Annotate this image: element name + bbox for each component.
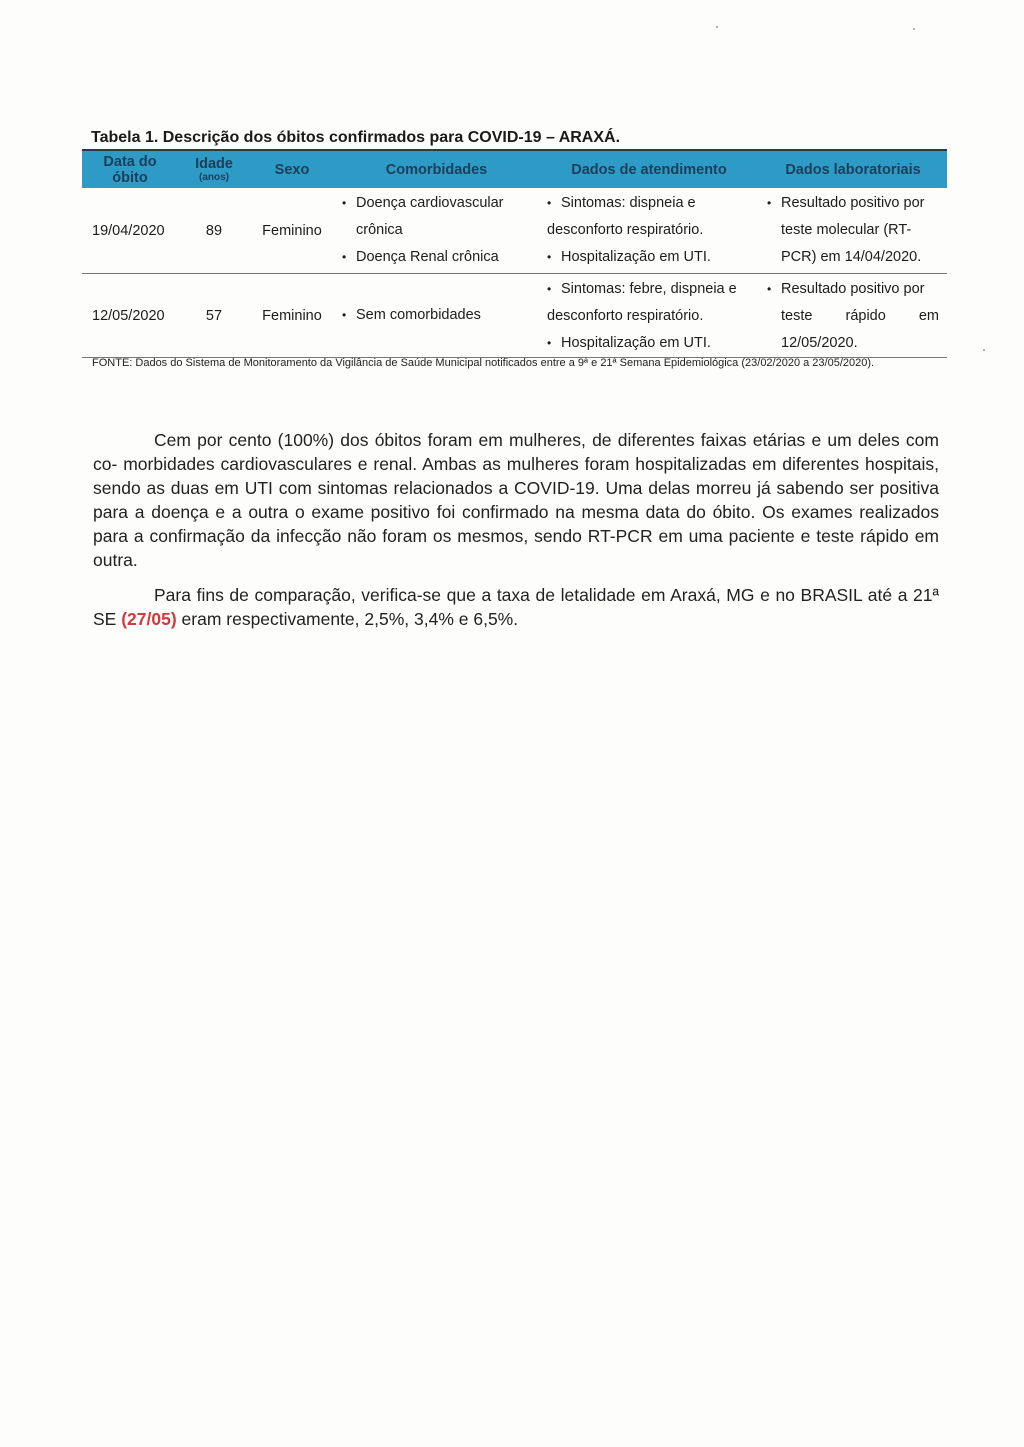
lab-item-cont xyxy=(767,303,947,330)
cell-comorbidities xyxy=(334,274,539,357)
table-source: FONTE: Dados do Sistema de Monitoramento da Vigilância de Saúde Municipal notificados entre a 9ª e 21ª Semana Epidemiológica (23/02/2020 a 23/05/2020). xyxy=(92,357,875,369)
cell-comorbidities xyxy=(334,188,539,273)
header-comorbidities: Comorbidades xyxy=(385,161,488,178)
care-item: • Sintomas: dispneia e xyxy=(547,190,759,217)
header-care: Dados de atendimento xyxy=(571,161,727,178)
comorbidity-item: • Sem comorbidades xyxy=(342,302,539,329)
paragraph-1: Cem por cento (100%) dos óbitos foram em mulheres, de diferentes faixas etárias e um deles com co- morbidades cardiovasculares e renal. Ambas as mulheres foram hospitalizadas em diferentes hospitais, sendo as duas em UTI com sintomas relacionados a COVID-19. Uma delas morreu já sabendo ser positiva para a doença e a outra o exame positivo foi confirmado na mesma data do óbito. Os exames realizados para a confirmação da infecção não foram os mesmos, sendo RT-PCR em uma paciente e teste rápido em outra. xyxy=(93,430,939,570)
lab-item-cont: 12/05/2020. xyxy=(781,335,858,351)
cell-care xyxy=(539,274,759,357)
table-title: Tabela 1. Descrição dos óbitos confirmados para COVID-19 – ARAXÁ. xyxy=(91,129,621,146)
care-item-cont: desconforto respiratório. xyxy=(547,222,704,238)
table-row xyxy=(82,274,947,358)
care-item: • Hospitalização em UTI. xyxy=(547,244,759,271)
paragraph-2-text-end: eram respectivamente, 2,5%, 3,4% e 6,5%. xyxy=(176,609,519,629)
comorbidity-item: • Doença Renal crônica xyxy=(342,244,539,271)
lab-word: rápido xyxy=(845,308,886,324)
lab-item-cont: teste molecular (RT- xyxy=(781,222,912,238)
header-date-line2: óbito xyxy=(112,169,148,186)
paragraph-2-text: Para fins de comparação, verifica-se que a taxa de letalidade em Araxá, MG e no BRASIL até a 21ª SE xyxy=(93,585,939,629)
comorbidity-item-cont: crônica xyxy=(356,222,403,238)
care-item: • Sintomas: febre, dispneia e xyxy=(547,276,759,303)
cell-sex: Feminino xyxy=(262,307,322,324)
scan-speck xyxy=(716,26,718,28)
cell-age: 57 xyxy=(205,307,223,324)
cell-lab xyxy=(759,188,947,273)
cell-lab xyxy=(759,274,947,357)
lab-item: • Resultado positivo por xyxy=(767,190,947,217)
scan-speck xyxy=(983,349,985,351)
highlighted-date: (27/05) xyxy=(121,609,177,629)
paragraph-2 xyxy=(93,583,939,631)
header-age-line2: (anos) xyxy=(199,172,229,183)
lab-item: • Resultado positivo por xyxy=(767,276,947,303)
comorbidity-item: • Doença cardiovascular xyxy=(342,190,539,217)
care-item-cont: desconforto respiratório. xyxy=(547,308,704,324)
care-item: • Hospitalização em UTI. xyxy=(547,330,759,357)
cell-care xyxy=(539,188,759,273)
cell-sex: Feminino xyxy=(262,222,322,239)
header-lab: Dados laboratoriais xyxy=(785,161,921,178)
header-sex: Sexo xyxy=(274,161,310,178)
cell-age: 89 xyxy=(205,222,223,239)
lab-word: teste xyxy=(781,308,813,324)
header-date-line1: Data do xyxy=(103,153,157,170)
table-row xyxy=(82,188,947,274)
cell-date: 19/04/2020 xyxy=(92,222,165,239)
header-date xyxy=(82,151,178,188)
scan-speck xyxy=(913,28,915,30)
lab-item-cont: PCR) em 14/04/2020. xyxy=(781,249,922,265)
table-header xyxy=(82,149,947,188)
deaths-table xyxy=(82,149,947,358)
cell-date: 12/05/2020 xyxy=(92,307,165,324)
lab-word: em xyxy=(918,308,939,324)
header-age xyxy=(178,151,250,188)
header-age-line1: Idade xyxy=(195,156,233,172)
